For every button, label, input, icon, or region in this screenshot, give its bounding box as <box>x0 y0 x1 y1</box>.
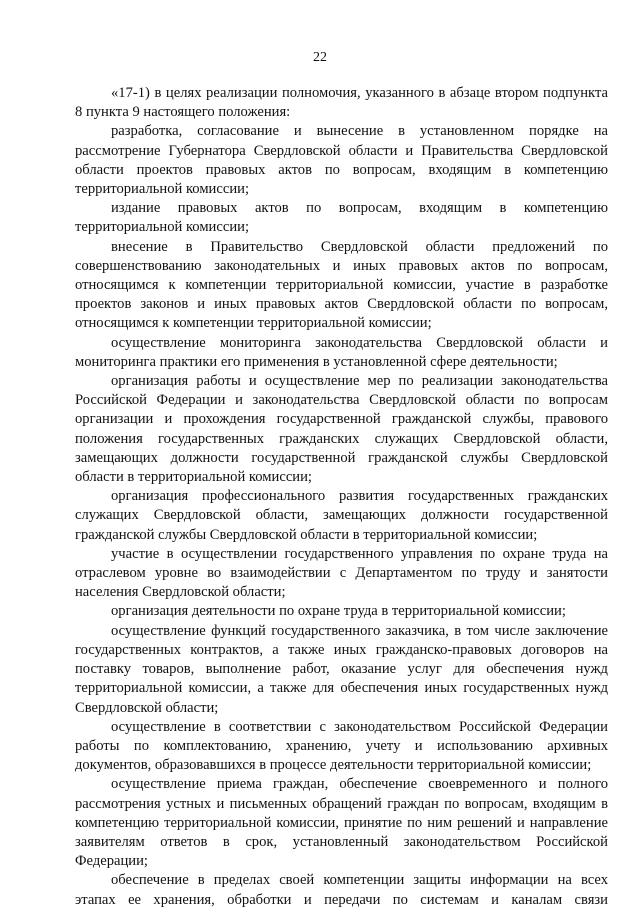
paragraph: осуществление функций государственного заказчика, в том числе заключение государственных контрактов, а также иных гражданско-правовых договоров на поставку товаров, выполнение работ, оказание услуг для обеспечения нужд территориальной комиссии, а также для обеспечения иных государственных нужд Свердловской области; <box>75 622 608 716</box>
paragraph: осуществление приема граждан, обеспечение своевременного и полного рассмотрения устных и письменных обращений граждан по вопросам, входящим в компетенцию территориальной комиссии, принятие по ним решений и направление заявителям ответов в срок, установленный законодательством Российской Федерации; <box>75 776 608 870</box>
page-number: 22 <box>313 50 327 65</box>
paragraph: участие в осуществлении государственного управления по охране труда на отраслевом уровне во взаимодействии с Департаментом по труду и занятости населения Свердловской области; <box>75 545 608 601</box>
paragraph: издание правовых актов по вопросам, входящим в компетенцию территориальной комиссии; <box>75 200 608 236</box>
document-body <box>75 84 608 910</box>
paragraph: обеспечение в пределах своей компетенции защиты информации на всех этапах ее хранения, обработки и передачи по системам и каналам связи <box>75 872 608 908</box>
paragraph: организация работы и осуществление мер по реализации законодательства Российской Федерации и законодательства Свердловской области по вопросам организации и прохождения государственной гражданской службы, правового положения государственных гражданских служащих Свердловской области, замещающих должности государственной гражданской службы Свердловской области в территориальной комиссии; <box>75 373 608 486</box>
paragraph: осуществление в соответствии с законодательством Российской Федерации работы по комплектованию, хранению, учету и использованию архивных документов, образовавшихся в процессе деятельности территориальной комиссии; <box>75 718 608 774</box>
paragraph: разработка, согласование и вынесение в установленном порядке на рассмотрение Губернатора Свердловской области и Правительства Свердловской области проектов правовых актов по вопросам, входящим в компетенцию территориальной комиссии; <box>75 123 608 198</box>
paragraph: внесение в Правительство Свердловской области предложений по совершенствованию законодательных и иных правовых актов по вопросам, относящимся к компетенции территориальной комиссии, участие в разработке проектов законов и иных правовых актов Свердловской области по вопросам, относящимся к компетенции территориальной комиссии; <box>75 238 608 332</box>
paragraph: «17-1) в целях реализации полномочия, указанного в абзаце втором подпункта 8 пункта 9 настоящего положения: <box>75 85 608 121</box>
paragraph: организация профессионального развития государственных гражданских служащих Свердловской области, замещающих должности государственной гражданской службы Свердловской области в территориальной комиссии; <box>75 488 608 543</box>
paragraph: осуществление мониторинга законодательства Свердловской области и мониторинга практики его применения в установленной сфере деятельности; <box>75 334 608 370</box>
paragraph: организация деятельности по охране труда в территориальной комиссии; <box>111 603 566 620</box>
